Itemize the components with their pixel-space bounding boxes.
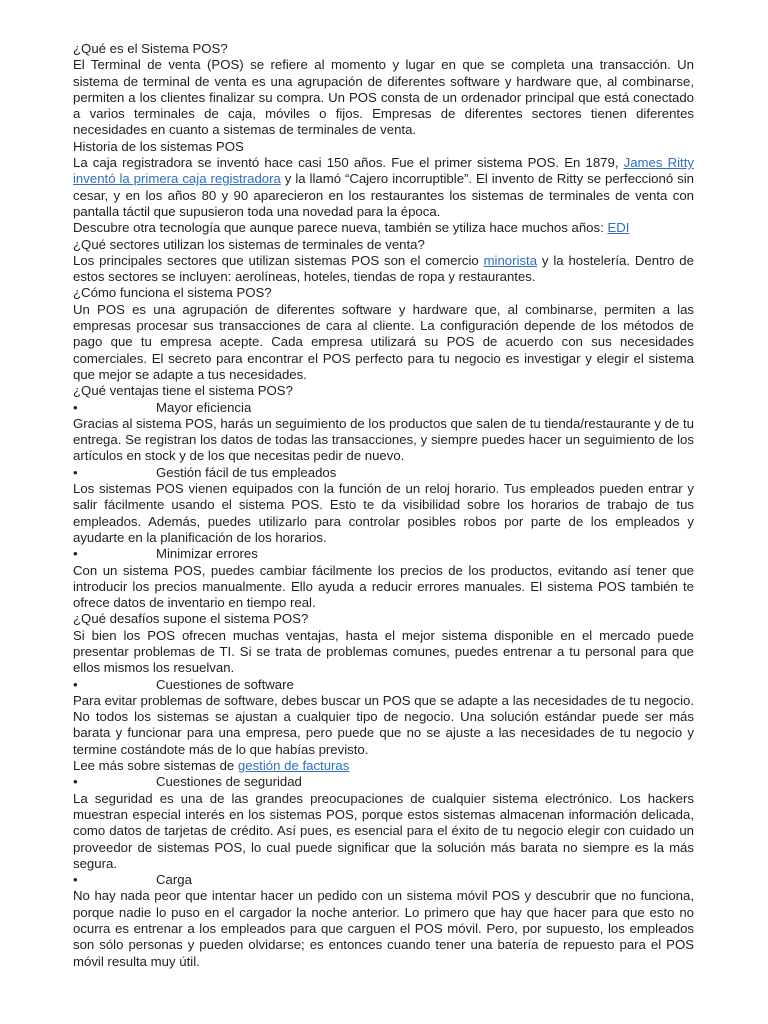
list-item-label: Minimizar errores [156,546,258,562]
bullet: • [73,676,78,692]
paragraph-sectors [73,253,694,286]
list-item-label: Gestión fácil de tus empleados [156,464,337,480]
paragraph-efficiency: Gracias al sistema POS, harás un seguimiento de los productos que salen de tu tienda/restaurante y de tu entrega. Se registran los datos de todas las transacciones, y siempre puedes hacer un seguimiento de los artículos en stock y de los que necesitas pedir de nuevo. [73,415,694,464]
paragraph-charging: No hay nada peor que intentar hacer un pedido con un sistema móvil POS y descubrir que no funciona, porque nadie lo puso en el cargador la noche anterior. Lo primero que hay que hacer para que esto no ocurra es entrenar a los empleados para que carguen el POS móvil. Pero, por supuesto, los empleados son sólo personas y pueden olvidarse; es entonces cuando tener una batería de repuesto para el POS móvil resulta muy útil. [73,888,694,969]
list-item-charging [73,872,694,888]
heading-sectors: ¿Qué sectores utilizan los sistemas de terminales de venta? [73,236,425,252]
list-item-label: Carga [156,872,192,888]
heading-history: Historia de los sistemas POS [73,138,244,154]
list-item-employees [73,465,694,481]
document-body [73,41,694,970]
history-text-start: La caja registradora se inventó hace casi 150 años. Fue el primer sistema POS. En 1879, [73,155,624,171]
bullet: • [73,774,78,790]
paragraph-invoices [73,758,694,774]
heading-what-is-pos: ¿Qué es el Sistema POS? [73,41,228,56]
link-james-ritty[interactable]: James Ritty inventó la primera caja registradora [73,155,694,187]
list-item-security [73,774,694,790]
paragraph-challenges: Si bien los POS ofrecen muchas ventajas, hasta el mejor sistema disponible en el mercado puede presentar problemas de TI. Si se trata de problemas comunes, puedes entrenar a tu personal para que ellos mismos los resuelvan. [73,627,694,676]
history-text-end: y la llamó “Cajero incorruptible”. El invento de Ritty se perfeccionó sin cesar, y en los años 80 y 90 aparecieron en los restaurantes los sistemas de terminales de venta con pantalla táctil que supusieron toda una novedad para la época. [73,171,694,219]
bullet: • [73,399,78,415]
list-item-label: Cuestiones de seguridad [156,774,302,790]
paragraph-definition: El Terminal de venta (POS) se refiere al momento y lugar en que se completa una transacción. Un sistema de terminal de venta es una agrupación de diferentes software y hardware que, al combinarse, permiten a los clientes finalizar su compra. Un POS consta de un ordenador principal que está conectado a varios terminales de caja, móviles o fijos. Empresas de diferentes sectores tienen diferentes necesidades en cuanto a sistemas de terminales de venta. [73,57,694,138]
paragraph-employees: Los sistemas POS vienen equipados con la función de un reloj horario. Tus empleados pueden entrar y salir fácilmente usando el sistema POS. Esto te da visibilidad sobre los horarios de trabajo de tus empleados. Además, puedes utilizarlo para controlar posibles robos por parte de los empleados y ayudarte en la planificación de los horarios. [73,481,694,545]
list-item-errors [73,546,694,562]
heading-challenges: ¿Qué desafíos supone el sistema POS? [73,611,309,627]
link-minorista[interactable]: minorista [483,252,538,268]
bullet: • [73,872,78,888]
paragraph-software: Para evitar problemas de software, debes buscar un POS que se adapte a las necesidades de tu negocio. No todos los sistemas se ajustan a cualquier tipo de negocio. Una solución estándar puede ser más barata y funcionar para una empresa, pero puede que no se ajuste a las necesidades de tu negocio y termine costándote más de lo que habías previsto. [73,692,694,757]
heading-how-it-works: ¿Cómo funciona el sistema POS? [73,285,272,301]
paragraph-errors: Con un sistema POS, puedes cambiar fácilmente los precios de los productos, evitando así tener que introducir los precios manualmente. Ello ayuda a reducir errores manuales. El sistema POS también te ofrece datos de inventario en tiempo real. [73,562,694,611]
sectors-text-end: y la hostelería. Dentro de estos sectores se incluyen: aerolíneas, hoteles, tiendas de ropa y restaurantes. [73,252,694,285]
list-item-efficiency [73,400,694,416]
link-gestion-facturas[interactable]: gestión de facturas [237,758,350,774]
list-item-label: Cuestiones de software [156,676,294,692]
paragraph-edi [73,220,694,236]
edi-text: Descubre otra tecnología que aunque parece nueva, también se ytiliza hace muchos años: [73,220,608,236]
invoices-text: Lee más sobre sistemas de [73,758,238,774]
paragraph-history [73,155,694,220]
paragraph-security: La seguridad es una de las grandes preocupaciones de cualquier sistema electrónico. Los hackers muestran especial interés en los sistemas POS, porque estos sistemas almacenan información delicada, como datos de tarjetas de crédito. Así pues, es esencial para el éxito de tu negocio elegir con cuidado un proveedor de sistemas POS, lo cual puede significar que la solución más barata no siempre es la más segura. [73,790,694,871]
link-edi[interactable]: EDI [607,220,630,236]
paragraph-how-it-works: Un POS es una agrupación de diferentes software y hardware que, al combinarse, permiten a las empresas procesar sus transacciones de cara al cliente. La configuración depende de los métodos de pago que tu empresa acepte. Cada empresa utilizará su POS de acuerdo con sus necesidades comerciales. El secreto para encontrar el POS perfecto para tu negocio es investigar y elegir el sistema que mejor se adapte a tus necesidades. [73,301,694,382]
bullet: • [73,546,78,562]
sectors-text-start: Los principales sectores que utilizan sistemas POS son el comercio [73,252,484,268]
list-item-software [73,677,694,693]
heading-advantages: ¿Qué ventajas tiene el sistema POS? [73,383,293,399]
bullet: • [73,464,78,480]
list-item-label: Mayor eficiencia [156,399,252,415]
